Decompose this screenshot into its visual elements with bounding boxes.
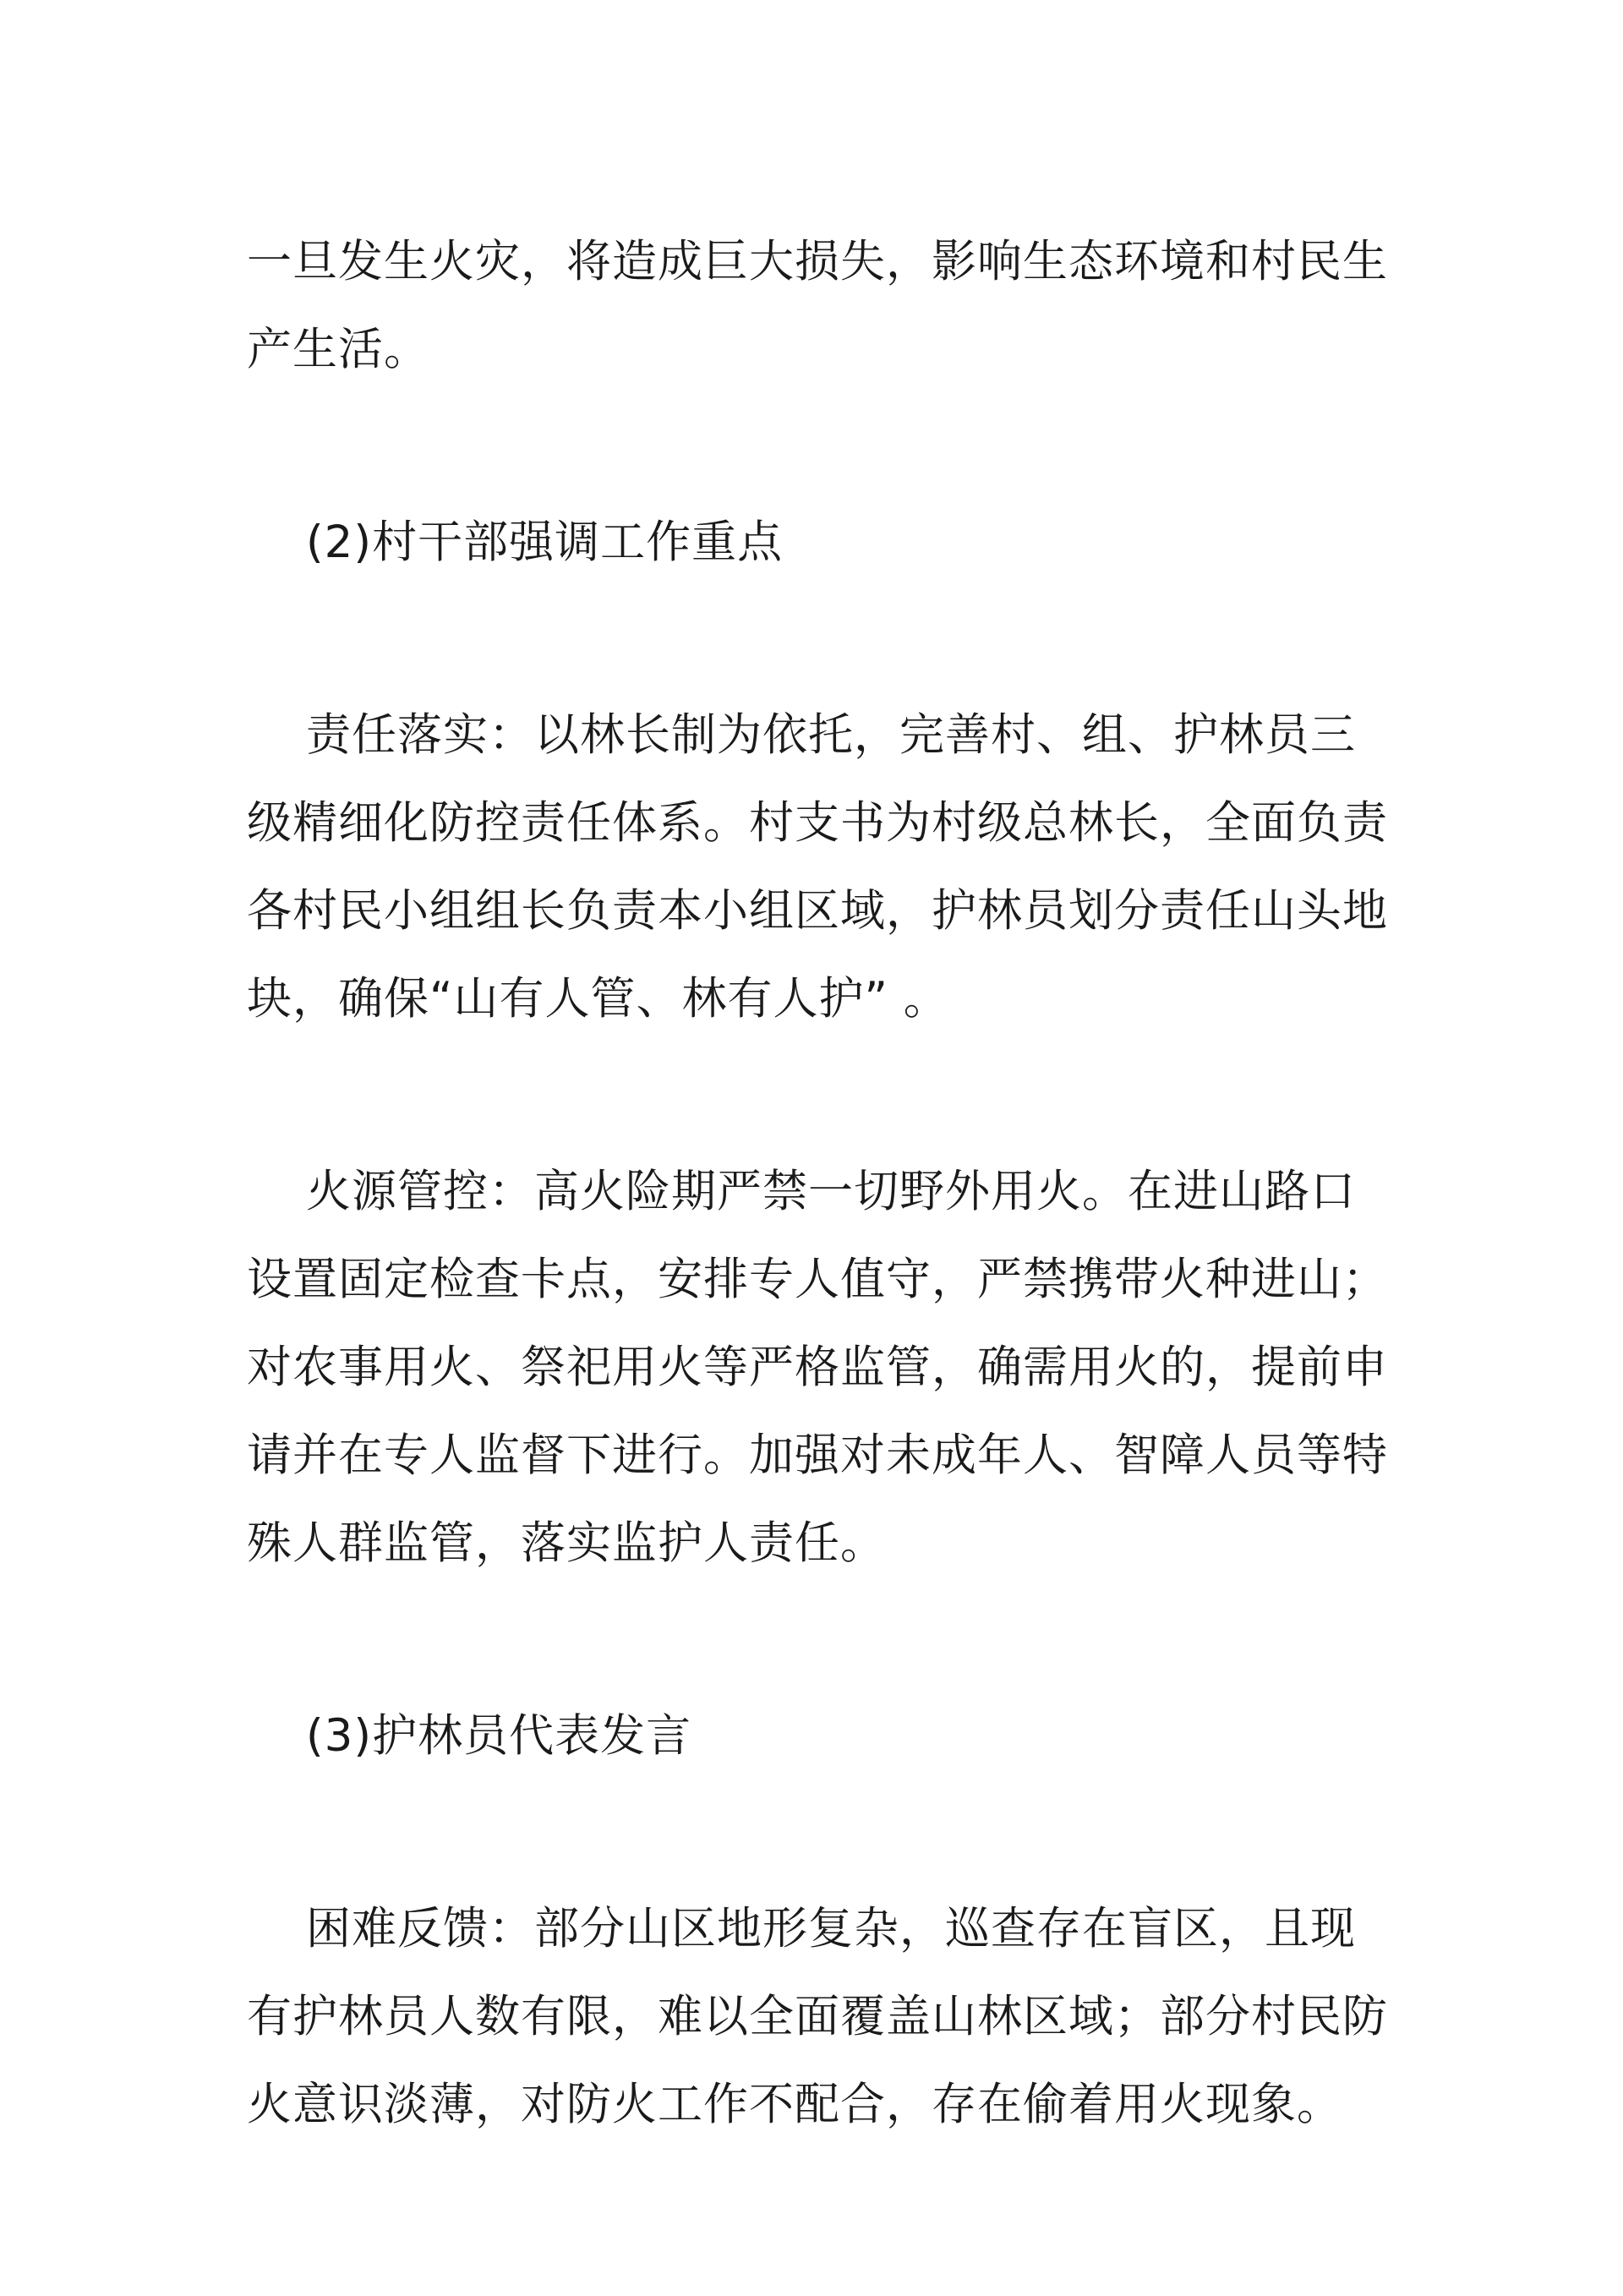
- text-line: 困难反馈：部分山区地形复杂，巡查存在盲区，且现: [306, 1903, 1356, 1954]
- paragraph-fire-source-control: [247, 1148, 1393, 1588]
- text-line: 块，确保“山有人管、林有人护” 。: [247, 973, 949, 1025]
- paragraph-difficulty-feedback: [247, 1885, 1393, 2149]
- section-heading-3: (3)护林员代表发言: [306, 1710, 692, 1762]
- text-line: 级精细化防控责任体系。村支书为村级总林长，全面负责: [247, 797, 1388, 849]
- document-body: [247, 218, 1393, 2149]
- text-line: 殊人群监管，落实监护人责任。: [247, 1517, 886, 1569]
- text-line: 责任落实：以林长制为依托，完善村、组、护林员三: [306, 709, 1356, 761]
- text-line: 一旦发生火灾，将造成巨大损失，影响生态环境和村民生: [247, 236, 1388, 287]
- text-line: 对农事用火、祭祀用火等严格监管，确需用火的，提前申: [247, 1342, 1388, 1393]
- text-line: 火源管控：高火险期严禁一切野外用火。在进山路口: [306, 1166, 1356, 1217]
- text-line: 有护林员人数有限，难以全面覆盖山林区域；部分村民防: [247, 1991, 1388, 2042]
- paragraph-responsibility: [247, 692, 1393, 1043]
- text-line: 请并在专人监督下进行。加强对未成年人、智障人员等特: [247, 1430, 1388, 1481]
- text-line: 设置固定检查卡点，安排专人值守，严禁携带火种进山；: [247, 1254, 1388, 1305]
- text-line: 火意识淡薄，对防火工作不配合，存在偷着用火现象。: [247, 2079, 1342, 2130]
- paragraph-fire-damage: [247, 218, 1393, 394]
- section-heading-2: (2)村干部强调工作重点: [306, 517, 784, 568]
- text-line: 各村民小组组长负责本小组区域，护林员划分责任山头地: [247, 885, 1388, 937]
- text-line: 产生活。: [247, 324, 429, 375]
